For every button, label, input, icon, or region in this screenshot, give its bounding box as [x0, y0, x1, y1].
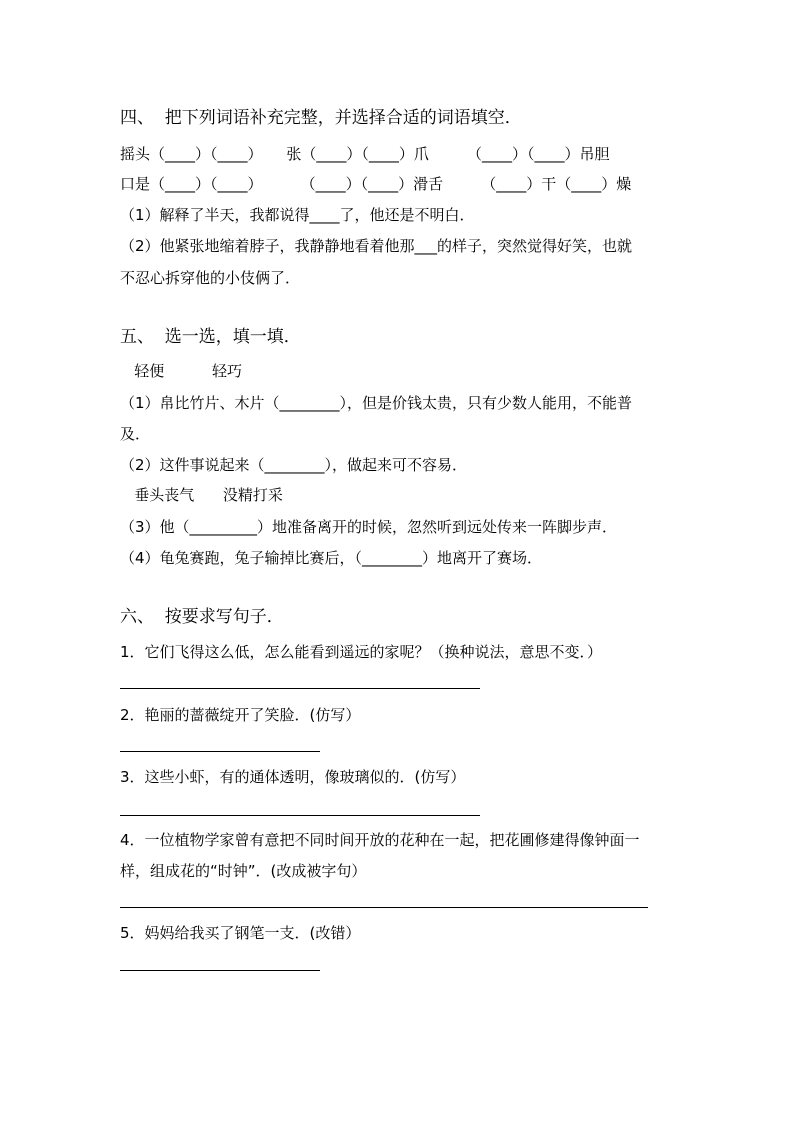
section-6-heading: 六、 按要求写句子． — [120, 607, 284, 627]
sentence-question-5: 5．妈妈给我买了钢笔一支．(改错） — [120, 924, 361, 942]
answer-line-1[interactable] — [120, 688, 480, 689]
idiom-row-1: 摇头（____）（____） 张（____）（____）爪 （____）（____）吊胆 — [120, 145, 610, 163]
sentence-question-2: 2．艳丽的蔷薇绽开了笑脸．(仿写） — [120, 706, 361, 724]
choice-question-1-line-2: 及． — [120, 425, 151, 443]
sentence-question-1: 1．它们飞得这么低，怎么能看到遥远的家呢？（换种说法，意思不变．） — [120, 643, 603, 661]
word-choices-1: 轻便 轻巧 — [120, 362, 242, 380]
answer-line-3[interactable] — [120, 815, 480, 816]
sentence-question-4-line-1: 4．一位植物学家曾有意把不同时间开放的花种在一起，把花圃修建得像钟面一 — [120, 831, 640, 849]
word-choices-2: 垂头丧气 没精打采 — [120, 486, 283, 504]
sentence-question-4-line-2: 样，组成花的“时钟”．(改成被字句） — [120, 862, 367, 880]
answer-line-4[interactable] — [120, 907, 648, 908]
choice-question-1-line-1: （1）帛比竹片、木片（________），但是价钱太贵，只有少数人能用，不能普 — [120, 394, 633, 412]
section-5-heading: 五、 选一选，填一填． — [120, 327, 301, 347]
answer-line-5[interactable] — [120, 970, 320, 971]
choice-question-3: （3）他（_________）地准备离开的时候，忽然听到远处传来一阵脚步声． — [120, 518, 618, 536]
fill-question-1: （1）解释了半天，我都说得____了，他还是不明白． — [120, 206, 475, 224]
choice-question-2: （2）这件事说起来（________），做起来可不容易． — [120, 456, 468, 474]
choice-question-4: （4）龟兔赛跑，兔子输掉比赛后，（________）地离开了赛场． — [120, 549, 543, 567]
fill-question-2-line-1: （2）他紧张地缩着脖子，我静静地看着他那___的样子，突然觉得好笑，也就 — [120, 237, 633, 255]
answer-line-2[interactable] — [120, 751, 320, 752]
idiom-row-2: 口是（____）（____） （____）（____）滑舌 （____）干（____）燥 — [120, 175, 632, 193]
fill-question-2-line-2: 不忍心拆穿他的小伎俩了． — [120, 269, 301, 287]
sentence-question-3: 3．这些小虾，有的通体透明，像玻璃似的．(仿写） — [120, 768, 466, 786]
section-4-heading: 四、 把下列词语补充完整，并选择合适的词语填空． — [120, 108, 522, 128]
